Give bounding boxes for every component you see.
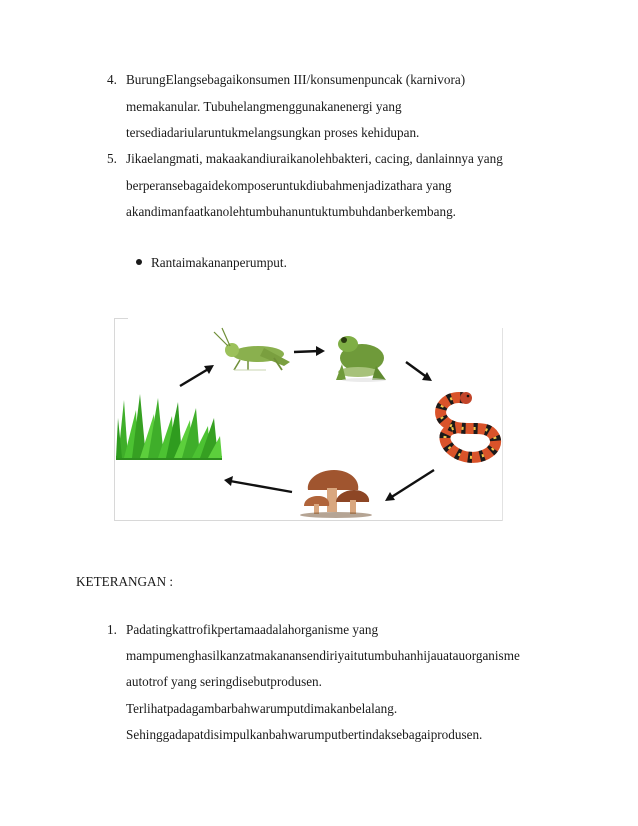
bullet-text: Rantaimakananperumput. (151, 255, 287, 270)
mushroom-icon (300, 470, 372, 518)
list-number: 4. (107, 72, 117, 87)
arrow-grass-to-grasshopper-icon (180, 365, 214, 386)
list-item-line: autotrof yang seringdisebutprodusen. (126, 674, 322, 689)
list-item-line: mampumenghasilkanzatmakanansendiriyaitutumbuhanhijauatauorganisme (126, 648, 520, 663)
list-item-line: Padatingkattrofikpertamaadalahorganisme yang (126, 622, 379, 637)
list-item-line: Terlihatpadagambarbahwarumputdimakanbelalang. (126, 701, 398, 716)
food-chain-illustration (114, 318, 503, 521)
bullet-icon (136, 259, 142, 265)
arrow-mushroom-to-grass-icon (224, 476, 292, 492)
frog-icon (336, 336, 386, 382)
arrow-snake-to-mushroom-icon (385, 470, 434, 501)
list-item-line: Jikaelangmati, makaakandiuraikanolehbakteri, cacing, danlainnya yang (126, 151, 503, 166)
list-item-line: berperansebagaidekomposeruntukdiubahmenjadizathara yang (126, 178, 452, 193)
arrow-grasshopper-to-frog-icon (294, 346, 325, 356)
list-number: 5. (107, 151, 117, 166)
grasshopper-icon (214, 328, 290, 370)
list-item-line: akandimanfaatkanolehtumbuhanuntuktumbuhdanberkembang. (126, 204, 456, 219)
section-heading: KETERANGAN : (76, 574, 174, 589)
list-item-line: memakanular. Tubuhelangmenggunakanenergi yang (126, 99, 402, 114)
grass-icon (116, 394, 222, 460)
list-item-line: Sehinggadapatdisimpulkanbahwarumputbertindaksebagaiprodusen. (126, 727, 483, 742)
list-item-line: BurungElangsebagaikonsumen III/konsumenpuncak (karnivora) (126, 72, 466, 87)
snake-icon (441, 392, 496, 457)
list-item-line: tersediadariularuntukmelangsungkan proses kehidupan. (126, 125, 420, 140)
food-chain-figure (114, 318, 503, 521)
list-number: 1. (107, 622, 117, 637)
arrow-frog-to-snake-icon (406, 362, 432, 381)
